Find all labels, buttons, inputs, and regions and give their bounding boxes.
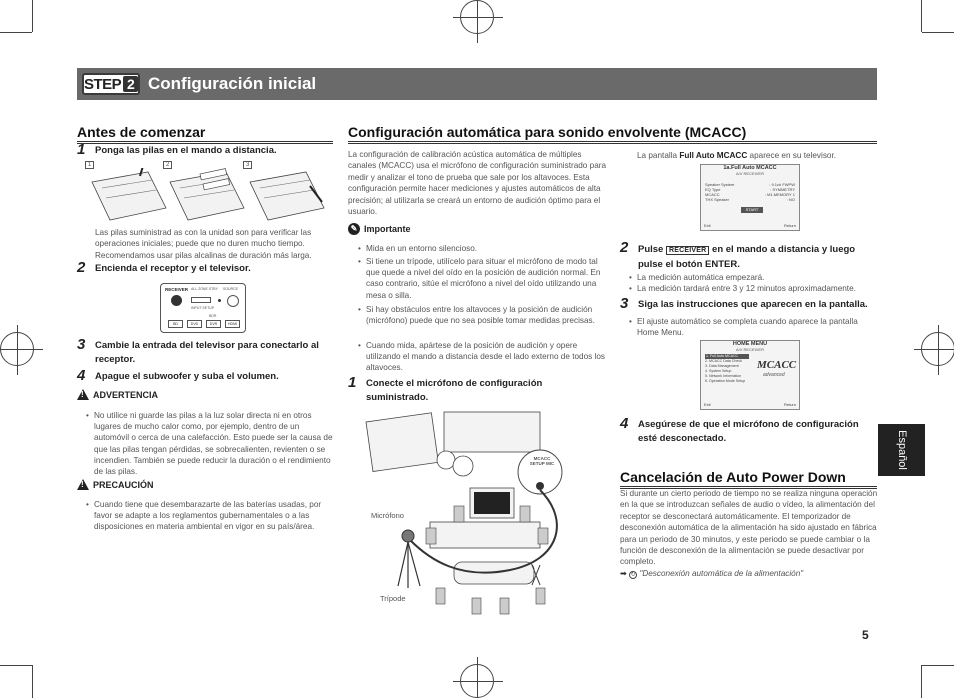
screen1-subtitle: A/V RECEIVER [735,171,764,176]
home-menu-item[interactable]: 3. Data Management [705,364,739,368]
remote-source-label: SOURCE [223,287,238,291]
warning-title: ADVERTENCIA [93,389,159,400]
mcacc-intro: La configuración de calibración acústica automática de múltiples canales (MCACC) usa el micrófono de configuración suministrado para medir y analizar el tono de prueba que sale por los altavoces. Esta configuración permite hacer mediciones y ajustes automáticos de alta precisión; al utilizarla se creará un entorno de audición óptimo para el usuario. [348,150,607,217]
remote-dvd-button[interactable]: DVD [187,320,202,328]
screen1-title: 1a.Full Auto MCACC [723,165,777,171]
screen-intro-pre: La pantalla [637,151,680,160]
screen1-row-value: : 9.1ch FWPW [769,182,795,187]
mcacc-step-2-text [638,243,878,272]
arrow-icon: ➡ [620,569,627,578]
screen-intro-bold: Full Auto MCACC [679,151,748,160]
step-3-text: Cambie la entrada del televisor para conectarlo al receptor. [95,340,319,365]
remote-receiver-label: RECEIVER [165,287,189,292]
section-title-before-start: Antes de comenzar [77,124,333,144]
screen1-row-label: Speaker System [705,182,735,187]
registration-mark [0,332,34,366]
language-tab-label: Español [895,430,908,470]
full-auto-mcacc-screen [700,164,800,231]
important-icon: ✎ [348,223,360,235]
home-menu-screen [700,340,800,410]
screen1-row-value: : NO [786,197,795,202]
screen1-row-label: THX Speaker [705,197,730,202]
screen-intro [637,150,877,161]
home-menu-item[interactable]: 4. System Setup [705,369,732,373]
remote-power-button[interactable] [171,295,182,306]
screen1-exit: Exit [704,223,711,228]
important-item: • Cuando mida, apártese de la posición de audición y opere utilizando el mando a distancia desde el lado externo de todos los altavoces. [358,340,608,374]
tripod-label: Trípode [380,594,406,603]
mcacc-step-2-number: 2 [620,239,629,256]
microphone-label: Micrófono [371,511,404,520]
important-item: • Mida en un entorno silencioso. [358,243,608,254]
reference-icon: ↻ [630,572,636,578]
important-heading [348,223,411,235]
screen1-footer [704,223,796,228]
home-menu-list [705,354,749,384]
caution-heading [77,479,154,490]
screen1-row-value: : SYMMETRY [770,187,795,192]
step-1-text: Ponga las pilas en el mando a distancia. [95,145,277,156]
mcacc-step-1-number: 1 [348,374,357,391]
screen-intro-post: aparece en su televisor. [747,151,837,160]
remote-hdmi-button[interactable]: HDMI [225,320,240,328]
caution-text: • Cuando tiene que desembarazarte de las baterías usadas, por favor se adapte a los reglamentos gubernamentales o a las disposiciones en materia ambiental en vigor en su país/área. [86,499,338,533]
step-2-number: 2 [77,259,86,276]
screen2-return: Return [783,402,796,407]
caution-icon: ! [77,479,89,490]
screen2-title: HOME MENU [732,341,768,347]
step-badge [82,73,140,95]
mcacc-step-1-text: Conecte el micrófono de configuración suministrado. [366,378,543,403]
apd-reference-text[interactable]: "Desconexión automática de la alimentación" [639,569,804,578]
section-header [77,68,877,100]
registration-mark [460,664,494,698]
mcacc-step-3-text: Siga las instrucciones que aparecen en la pantalla. [638,299,868,310]
screen1-row-label: MCACC [705,192,720,197]
remote-control-illustration [160,283,246,333]
screen2-footer [704,402,796,407]
screen1-start-button[interactable]: START [741,207,763,213]
remote-zone-button[interactable] [191,297,211,303]
home-menu-item[interactable]: 5. Network Information [705,374,742,378]
step-word: STEP [84,75,122,93]
section-title-auto-power-down: Cancelación de Auto Power Down [620,469,877,489]
remote-zone-label: ALL ZONE STBY [191,287,218,291]
page-number: 5 [862,628,869,642]
warning-icon: ! [77,389,89,400]
step2-bullet: • La medición automática empezará. [629,272,879,283]
step2-pre: Pulse [638,244,666,255]
mcacc-step-4-text: Asegúrese de que el micrófono de configuración esté desconectado. [638,419,859,444]
step-4-text: Apague el subwoofer y suba el volumen. [95,371,279,382]
warning-heading [77,389,158,400]
screen2-exit: Exit [704,402,711,407]
remote-input-label: INPUT SETUP [191,306,215,310]
screen1-row-value: : M1.MEMORY 1 [764,192,795,197]
mcacc-step-4-number: 4 [620,415,629,432]
remote-bdr-label: BDR [209,314,217,318]
step-1-number: 1 [77,141,86,158]
screen1-row-label: EQ Type [705,187,721,192]
remote-source-button[interactable] [227,295,239,307]
receiver-key: RECEIVER [666,246,709,255]
mcacc-logo-sub: advanced [763,372,785,378]
caution-title: PRECAUCIÓN [93,479,154,490]
remote-dvr-button[interactable]: DVR [206,320,221,328]
screen1-row [701,197,799,202]
mcacc-step-3-number: 3 [620,295,629,312]
section-title-mcacc: Configuración automática para sonido envolvente (MCACC) [348,124,877,144]
warning-text: • No utilice ni guarde las pilas a la luz solar directa ni en otros lugares de mucho calor como, por ejemplo, dentro de un automóvil o cerca de una calefacción. Esto puede ser la causa de que las pilas tengan pérdidas, se sobrecalienten, revienten o se incendien. También se puede reducir la duración o el rendimiento de las pilas. [86,410,336,477]
screen2-subtitle: A/V RECEIVER [735,347,764,352]
page-title: Configuración inicial [148,74,317,93]
remote-indicator-dot [218,299,221,302]
important-item: • Si hay obstáculos entre los altavoces y la posición de audición (micrófono) puede que no sea posible tomar medidas precisas. [358,304,608,326]
language-tab [878,424,925,476]
apd-text: Si durante un cierto periodo de tiempo no se realiza ninguna operación en la que se introduzcan señales de audio o vídeo, la alimentación del receptor se desconectará automáticamente. El temporizador de desconexión automática de la alimentación ha sido ajustado en fábrica para un periodo de 30 minutos, y este periodo se puede cambiar o la función de desconexión de la alimentación se puede desactivar por completo. [620,489,878,567]
home-menu-item[interactable]: 2. MCACC Data Check [705,359,742,363]
battery-step-label: 3 [243,161,252,169]
step-2-text: Encienda el receptor y el televisor. [95,263,251,274]
step2-bullet: • La medición tardará entre 3 y 12 minutos aproximadamente. [629,283,879,294]
registration-mark [460,0,494,34]
step-number: 2 [123,76,138,92]
battery-insertion-illustration [88,168,333,224]
home-menu-item[interactable]: 6. Operation Mode Setup [705,379,746,383]
battery-step-label: 1 [85,161,94,169]
important-title: Importante [364,224,411,234]
apd-reference [620,568,878,579]
home-menu-item[interactable]: 1. Full Auto MCACC [705,354,749,359]
battery-step-label: 2 [163,161,172,169]
screen1-return: Return [783,223,796,228]
mcacc-jack-label: MCACC SETUP MIC [529,456,555,466]
step-3-number: 3 [77,336,86,353]
step2-post: en el mando a distancia y luego pulse el botón ENTER. [638,244,856,270]
step-4-number: 4 [77,367,86,384]
remote-bd-button[interactable]: BD [168,320,183,328]
battery-note: Las pilas suministrad as con la unidad son para verificar las operaciones iniciales; puede que no duren mucho tiempo. Recomendamos usar pilas alcalinas de duración más larga. [95,228,312,260]
important-item: • Si tiene un trípode, utilícelo para situar el micrófono de modo tal que quede a nivel del oído en la posición de audición normal. En caso contrario, sitúe el micrófono a nivel del oído utilizando una mesa o silla. [358,256,608,301]
step3-bullet: • El ajuste automático se completa cuando aparece la pantalla Home Menu. [629,316,859,338]
mcacc-logo: MCACC [757,359,797,371]
registration-mark [921,332,954,366]
